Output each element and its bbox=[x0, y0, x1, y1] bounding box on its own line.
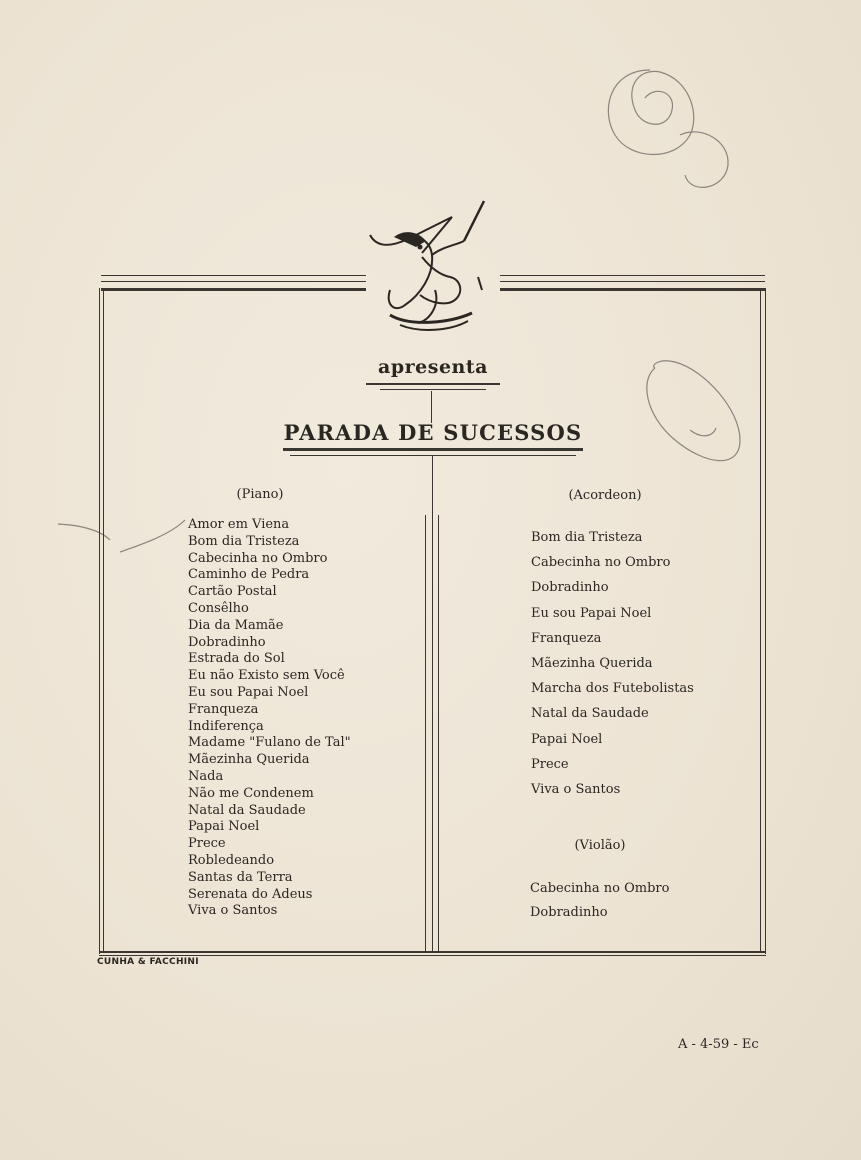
piano-song-item: Mãezinha Querida bbox=[188, 752, 310, 768]
acordeon-song-item: Viva o Santos bbox=[531, 781, 621, 797]
acordeon-song-item: Franqueza bbox=[531, 630, 602, 646]
frame-top-right-thin-2 bbox=[500, 281, 765, 282]
violao-song-item: Cabecinha no Ombro bbox=[530, 881, 670, 896]
piano-song-item: Cabecinha no Ombro bbox=[188, 550, 328, 566]
frame-right-outer bbox=[765, 288, 766, 954]
apresenta-underline-thin bbox=[380, 389, 486, 390]
acordeon-song-item: Prece bbox=[531, 756, 569, 772]
acordeon-song-item: Mãezinha Querida bbox=[531, 655, 653, 671]
frame-right-inner bbox=[760, 291, 761, 951]
frame-top-right-thin bbox=[500, 275, 765, 276]
woodpecker-conductor-icon bbox=[360, 195, 500, 345]
piano-heading: (Piano) bbox=[236, 487, 284, 502]
piano-song-item: Eu não Existo sem Você bbox=[188, 668, 345, 684]
piano-song-item: Santas da Terra bbox=[188, 869, 293, 885]
piano-song-item: Caminho de Pedra bbox=[188, 567, 310, 583]
piano-song-item: Viva o Santos bbox=[188, 903, 278, 919]
publisher-name: CUNHA & FACCHINI bbox=[97, 957, 199, 967]
acordeon-song-item: Natal da Saudade bbox=[531, 706, 649, 722]
frame-top-left-thin-2 bbox=[101, 281, 366, 282]
frame-left-outer bbox=[99, 288, 100, 954]
acordeon-song-item: Bom dia Tristeza bbox=[531, 530, 643, 545]
piano-song-item: Prece bbox=[188, 836, 226, 852]
acordeon-song-item: Cabecinha no Ombro bbox=[531, 555, 671, 571]
frame-left-inner bbox=[103, 291, 104, 951]
title-underline-thin bbox=[290, 455, 576, 456]
center-divider-right bbox=[438, 515, 439, 952]
piano-song-item: Natal da Saudade bbox=[188, 802, 306, 818]
piano-song-item: Eu sou Papai Noel bbox=[188, 684, 309, 700]
piano-song-item: Indiferença bbox=[188, 718, 264, 734]
acordeon-song-item: Eu sou Papai Noel bbox=[531, 605, 652, 621]
violao-song-item: Dobradinho bbox=[530, 905, 608, 920]
piano-song-item: Robledeando bbox=[188, 852, 275, 868]
piano-song-item: Não me Condenem bbox=[188, 785, 314, 801]
piano-song-item: Estrada do Sol bbox=[188, 651, 285, 667]
piano-song-item: Dia da Mamãe bbox=[188, 617, 284, 633]
frame-top-right-thick bbox=[500, 288, 765, 291]
violao-heading: (Violão) bbox=[574, 838, 626, 853]
acordeon-song-list bbox=[531, 525, 694, 802]
frame-top-left-thick bbox=[101, 288, 366, 291]
apresenta-label: apresenta bbox=[378, 356, 488, 378]
violao-song-list bbox=[530, 877, 669, 925]
piano-song-list bbox=[188, 517, 351, 920]
center-divider bbox=[432, 456, 433, 952]
acordeon-heading: (Acordeon) bbox=[568, 488, 642, 503]
page-title: PARADA DE SUCESSOS bbox=[283, 420, 583, 445]
catalog-code: A - 4-59 - Ec bbox=[678, 1037, 759, 1052]
piano-song-item: Consêlho bbox=[188, 600, 249, 616]
center-divider-left bbox=[425, 515, 426, 952]
piano-song-item: Serenata do Adeus bbox=[188, 886, 313, 902]
piano-song-item: Papai Noel bbox=[188, 819, 260, 835]
piano-song-item: Bom dia Tristeza bbox=[188, 533, 300, 549]
piano-song-item: Amor em Viena bbox=[188, 517, 290, 532]
piano-song-item: Franqueza bbox=[188, 701, 259, 717]
frame-bottom-thin bbox=[99, 955, 766, 956]
acordeon-song-item: Marcha dos Futebolistas bbox=[531, 681, 694, 697]
title-underline-thick bbox=[283, 448, 583, 451]
acordeon-song-item: Papai Noel bbox=[531, 731, 603, 747]
frame-top-left-thin bbox=[101, 275, 366, 276]
piano-song-item: Madame "Fulano de Tal" bbox=[188, 735, 351, 751]
acordeon-song-item: Dobradinho bbox=[531, 580, 609, 596]
apresenta-underline bbox=[366, 383, 500, 385]
piano-song-item: Nada bbox=[188, 768, 224, 784]
piano-song-item: Cartão Postal bbox=[188, 584, 277, 600]
connector-line bbox=[431, 391, 432, 423]
piano-song-item: Dobradinho bbox=[188, 634, 266, 650]
